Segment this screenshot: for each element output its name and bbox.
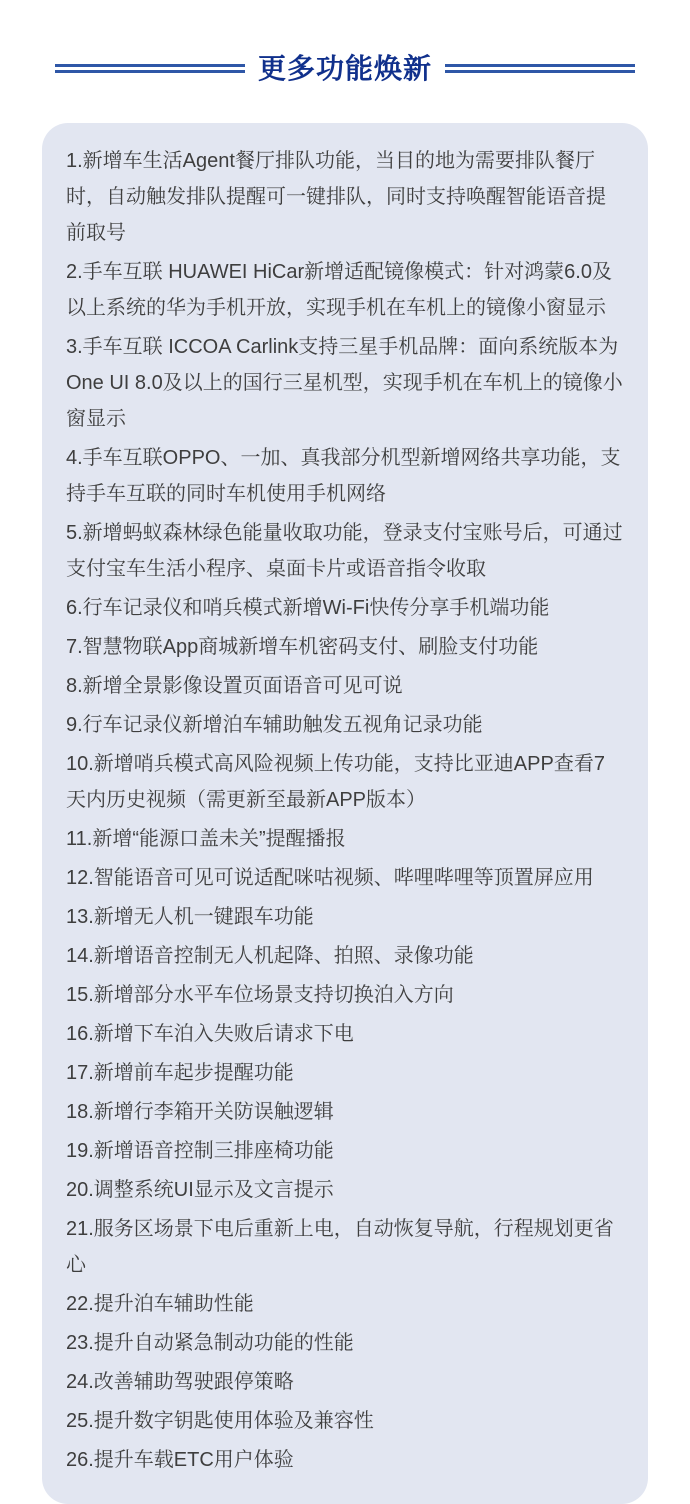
list-item: 12.智能语音可见可说适配咪咕视频、哔哩哔哩等顶置屏应用 [66,867,594,889]
list-item: 8.新增全景影像设置页面语音可见可说 [66,675,403,697]
list-item: 21.服务区场景下电后重新上电，自动恢复导航，行程规划更省心 [66,1218,614,1276]
list-item: 16.新增下车泊入失败后请求下电 [66,1023,354,1045]
list-item: 13.新增无人机一键跟车功能 [66,906,314,928]
list-item: 5.新增蚂蚁森林绿色能量收取功能，登录支付宝账号后，可通过支付宝车生活小程序、桌面卡片或语音指令收取 [66,522,623,580]
list-item: 20.调整系统UI显示及文言提示 [66,1179,334,1201]
list-item: 4.手车互联OPPO、一加、真我部分机型新增网络共享功能，支持手车互联的同时车机使用手机网络 [66,447,621,505]
list-item: 1.新增车生活Agent餐厅排队功能，当目的地为需要排队餐厅时，自动触发排队提醒可一键排队，同时支持唤醒智能语音提前取号 [66,150,606,244]
decorative-double-line-left-icon [55,64,245,73]
feature-list [66,143,624,1478]
list-item: 25.提升数字钥匙使用体验及兼容性 [66,1410,374,1432]
list-item: 22.提升泊车辅助性能 [66,1293,254,1315]
list-item: 23.提升自动紧急制动功能的性能 [66,1332,354,1354]
list-item: 19.新增语音控制三排座椅功能 [66,1140,334,1162]
list-item: 2.手车互联 HUAWEI HiCar新增适配镜像模式：针对鸿蒙6.0及以上系统的华为手机开放，实现手机在车机上的镜像小窗显示 [66,261,612,319]
list-item: 24.改善辅助驾驶跟停策略 [66,1371,294,1393]
list-item: 18.新增行李箱开关防误触逻辑 [66,1101,334,1123]
list-item: 15.新增部分水平车位场景支持切换泊入方向 [66,984,454,1006]
list-item: 6.行车记录仪和哨兵模式新增Wi-Fi快传分享手机端功能 [66,597,550,619]
feature-card [42,123,648,1504]
list-item: 9.行车记录仪新增泊车辅助触发五视角记录功能 [66,714,483,736]
page-title: 更多功能焕新 [257,53,432,84]
header [0,0,690,85]
list-item: 17.新增前车起步提醒功能 [66,1062,294,1084]
list-item: 14.新增语音控制无人机起降、拍照、录像功能 [66,945,474,967]
list-item: 11.新增“能源口盖未关”提醒播报 [66,828,346,850]
list-item: 7.智慧物联App商城新增车机密码支付、刷脸支付功能 [66,636,539,658]
list-item: 10.新增哨兵模式高风险视频上传功能，支持比亚迪APP查看7天内历史视频（需更新至最新APP版本） [66,753,605,811]
decorative-double-line-right-icon [445,64,635,73]
list-item: 26.提升车载ETC用户体验 [66,1449,294,1471]
list-item: 3.手车互联 ICCOA Carlink支持三星手机品牌：面向系统版本为One UI 8.0及以上的国行三星机型，实现手机在车机上的镜像小窗显示 [66,336,623,430]
